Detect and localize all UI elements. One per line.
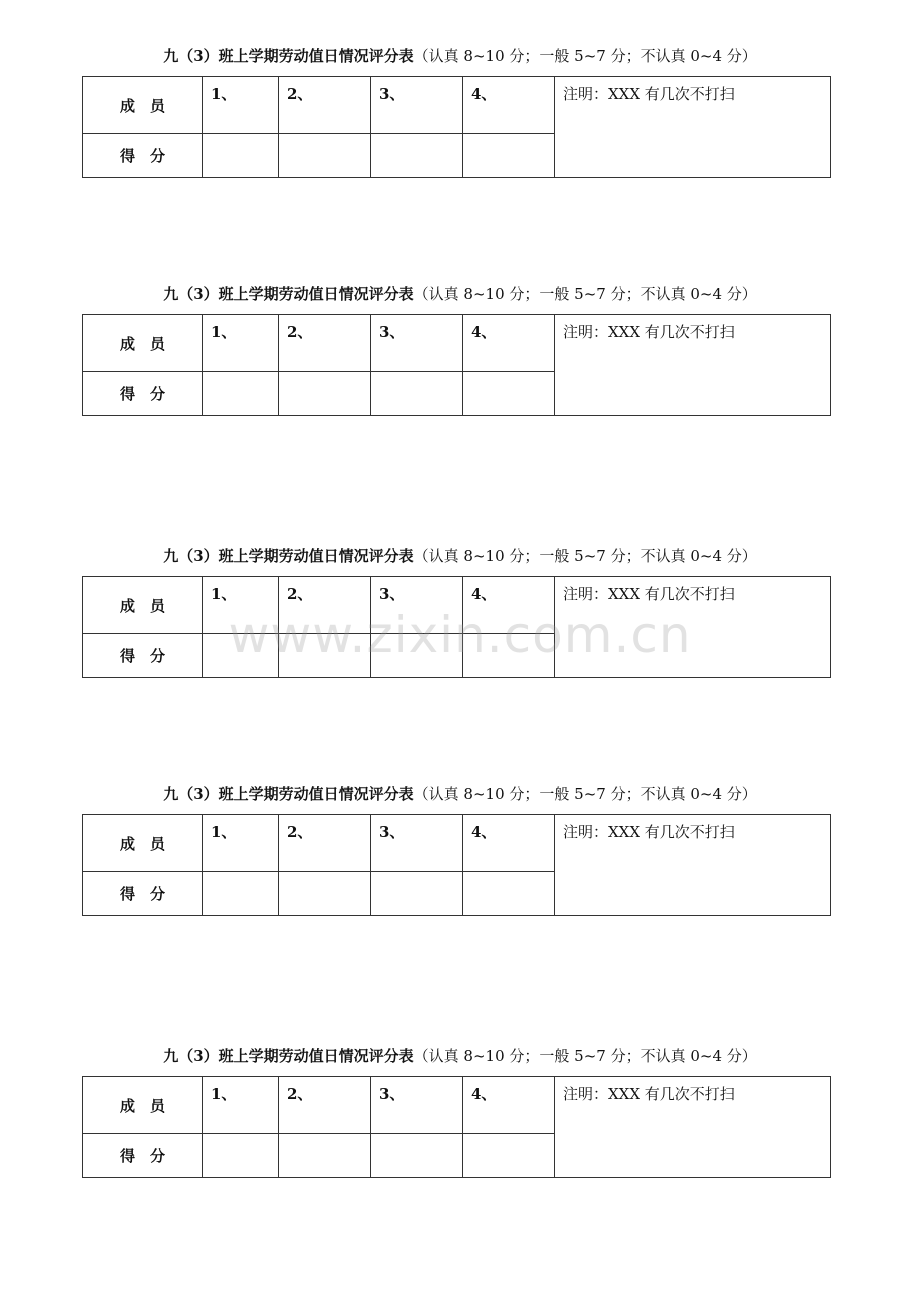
- score-label-cell: [83, 1134, 203, 1178]
- members-label: 成 员: [119, 96, 165, 115]
- member-slot-1[interactable]: 1、: [203, 577, 279, 634]
- member-slot-3[interactable]: 3、: [371, 1077, 463, 1134]
- score-cell-3[interactable]: [371, 634, 463, 678]
- score-table: [82, 814, 831, 916]
- form-title-main: 九（3）班上学期劳动值日情况评分表: [163, 547, 414, 565]
- score-cell-4[interactable]: [463, 372, 555, 416]
- score-cell-1[interactable]: [203, 634, 279, 678]
- score-table: [82, 1076, 831, 1178]
- watermark: www.zixin.com.cn: [228, 606, 692, 664]
- score-cell-2[interactable]: [279, 872, 371, 916]
- score-cell-1[interactable]: [203, 134, 279, 178]
- member-slot-1[interactable]: 1、: [203, 77, 279, 134]
- member-slot-3[interactable]: 3、: [371, 77, 463, 134]
- form-title-scale: （认真 8~10 分；一般 5~7 分；不认真 0~4 分）: [413, 785, 757, 803]
- score-label: 得 分: [119, 147, 165, 165]
- score-label-cell: [83, 872, 203, 916]
- score-label: 得 分: [119, 885, 165, 903]
- form-title-scale: （认真 8~10 分；一般 5~7 分；不认真 0~4 分）: [413, 47, 757, 65]
- members-label-cell: [83, 815, 203, 872]
- form-title-scale: （认真 8~10 分；一般 5~7 分；不认真 0~4 分）: [413, 547, 757, 565]
- score-cell-3[interactable]: [371, 134, 463, 178]
- members-label: 成 员: [119, 334, 165, 353]
- members-label-cell: [83, 77, 203, 134]
- member-slot-3[interactable]: 3、: [371, 815, 463, 872]
- form-title: [0, 284, 920, 304]
- form-title-scale: （认真 8~10 分；一般 5~7 分；不认真 0~4 分）: [413, 285, 757, 303]
- score-cell-4[interactable]: [463, 1134, 555, 1178]
- member-slot-2[interactable]: 2、: [279, 815, 371, 872]
- score-label-cell: [83, 372, 203, 416]
- members-label-cell: [83, 577, 203, 634]
- member-slot-2[interactable]: 2、: [279, 77, 371, 134]
- member-slot-4[interactable]: 4、: [463, 577, 555, 634]
- score-cell-3[interactable]: [371, 372, 463, 416]
- score-cell-1[interactable]: [203, 872, 279, 916]
- score-label: 得 分: [119, 385, 165, 403]
- members-label: 成 员: [119, 596, 165, 615]
- note-cell[interactable]: 注明：XXX 有几次不打扫: [555, 577, 831, 678]
- score-cell-1[interactable]: [203, 1134, 279, 1178]
- score-cell-3[interactable]: [371, 872, 463, 916]
- form-title: [0, 1046, 920, 1066]
- form-title: [0, 46, 920, 66]
- score-cell-2[interactable]: [279, 134, 371, 178]
- score-cell-2[interactable]: [279, 634, 371, 678]
- member-slot-2[interactable]: 2、: [279, 1077, 371, 1134]
- score-cell-4[interactable]: [463, 134, 555, 178]
- member-slot-4[interactable]: 4、: [463, 815, 555, 872]
- members-label-cell: [83, 1077, 203, 1134]
- score-cell-4[interactable]: [463, 872, 555, 916]
- score-cell-2[interactable]: [279, 1134, 371, 1178]
- score-table: [82, 314, 831, 416]
- member-slot-4[interactable]: 4、: [463, 315, 555, 372]
- members-label: 成 员: [119, 1096, 165, 1115]
- score-table: [82, 76, 831, 178]
- form-title-scale: （认真 8~10 分；一般 5~7 分；不认真 0~4 分）: [413, 1047, 757, 1065]
- member-slot-3[interactable]: 3、: [371, 315, 463, 372]
- form-title: [0, 546, 920, 566]
- score-cell-3[interactable]: [371, 1134, 463, 1178]
- form-title-main: 九（3）班上学期劳动值日情况评分表: [163, 285, 414, 303]
- members-label: 成 员: [119, 834, 165, 853]
- form-title: [0, 784, 920, 804]
- member-slot-1[interactable]: 1、: [203, 815, 279, 872]
- form-title-main: 九（3）班上学期劳动值日情况评分表: [163, 1047, 414, 1065]
- member-slot-4[interactable]: 4、: [463, 1077, 555, 1134]
- members-label-cell: [83, 315, 203, 372]
- member-slot-1[interactable]: 1、: [203, 1077, 279, 1134]
- note-cell[interactable]: 注明：XXX 有几次不打扫: [555, 77, 831, 178]
- member-slot-3[interactable]: 3、: [371, 577, 463, 634]
- score-cell-2[interactable]: [279, 372, 371, 416]
- score-cell-1[interactable]: [203, 372, 279, 416]
- member-slot-4[interactable]: 4、: [463, 77, 555, 134]
- form-title-main: 九（3）班上学期劳动值日情况评分表: [163, 47, 414, 65]
- score-label: 得 分: [119, 1147, 165, 1165]
- form-title-main: 九（3）班上学期劳动值日情况评分表: [163, 785, 414, 803]
- score-label-cell: [83, 634, 203, 678]
- note-cell[interactable]: 注明：XXX 有几次不打扫: [555, 815, 831, 916]
- score-cell-4[interactable]: [463, 634, 555, 678]
- member-slot-2[interactable]: 2、: [279, 315, 371, 372]
- score-label: 得 分: [119, 647, 165, 665]
- member-slot-1[interactable]: 1、: [203, 315, 279, 372]
- member-slot-2[interactable]: 2、: [279, 577, 371, 634]
- note-cell[interactable]: 注明：XXX 有几次不打扫: [555, 1077, 831, 1178]
- note-cell[interactable]: 注明：XXX 有几次不打扫: [555, 315, 831, 416]
- score-label-cell: [83, 134, 203, 178]
- score-table: [82, 576, 831, 678]
